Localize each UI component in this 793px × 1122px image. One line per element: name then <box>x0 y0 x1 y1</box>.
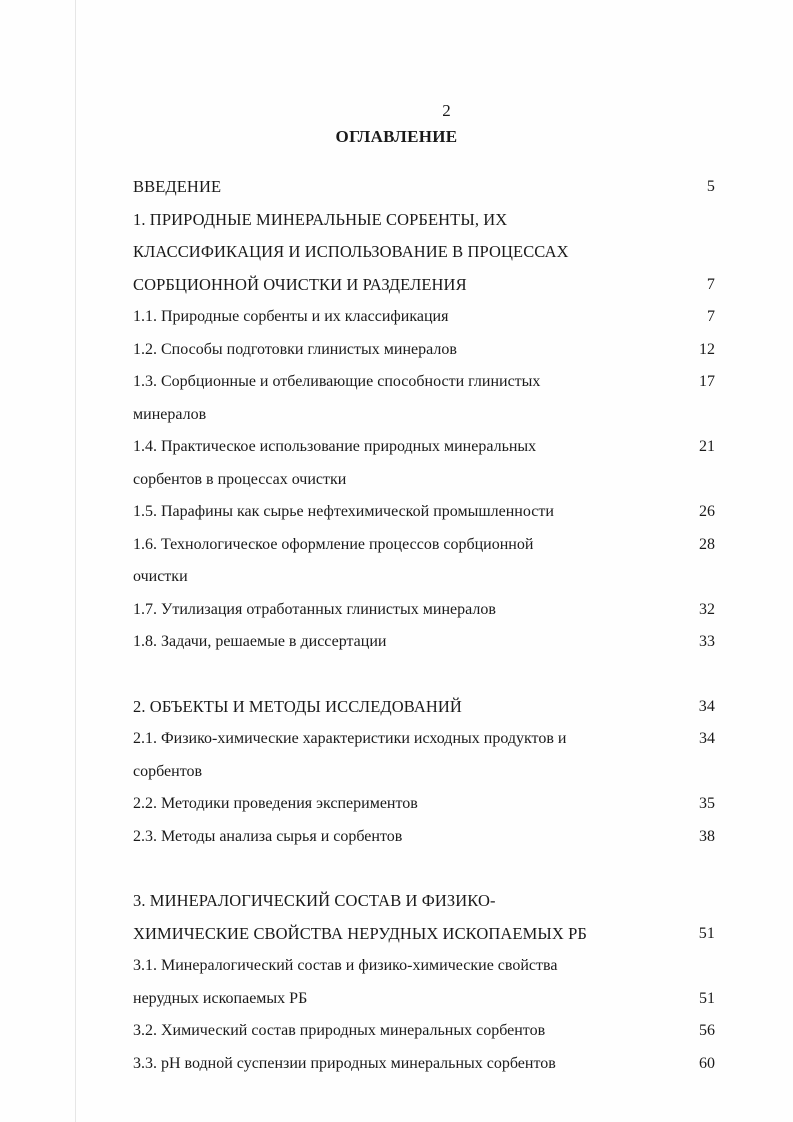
toc-entry-text: минералов <box>133 405 207 423</box>
toc-entry <box>133 950 715 1015</box>
section-spacer <box>133 853 715 885</box>
toc-entry-text: сорбентов в процессах очистки <box>133 470 347 488</box>
toc-entry-line <box>133 918 715 951</box>
toc-entry <box>133 691 715 724</box>
toc-entry-line <box>133 334 715 367</box>
toc-entry-line <box>133 821 715 854</box>
toc-entry-line <box>133 885 715 918</box>
toc-title: ОГЛАВЛЕНИЕ <box>335 127 458 146</box>
toc-page-number: 28 <box>699 535 715 553</box>
toc-entry <box>133 1048 715 1081</box>
toc-entry-line <box>133 301 715 334</box>
toc-entry-line <box>133 756 715 789</box>
toc-page-number: 21 <box>699 438 715 455</box>
toc-entry-text: 1.4. Практическое использование природных минеральных <box>133 438 537 455</box>
toc-entry-text: 2.2. Методики проведения экспериментов <box>133 795 418 812</box>
toc-entry <box>133 171 715 204</box>
toc-entry-line <box>133 204 715 237</box>
toc-page-number: 51 <box>698 924 715 942</box>
toc-page-number: 38 <box>699 827 715 845</box>
toc-entry-line <box>133 431 715 464</box>
toc-entry-line <box>133 561 715 594</box>
toc-entry <box>133 496 715 529</box>
toc-entry-text: сорбентов <box>133 762 203 780</box>
section-spacer <box>133 659 715 691</box>
toc-entry-line <box>133 983 715 1016</box>
toc-page-number: 34 <box>698 697 715 715</box>
toc-page-number: 35 <box>699 795 715 812</box>
toc-entry-line <box>133 691 715 724</box>
toc-entry-line <box>133 496 715 529</box>
toc-entry-text: 1. ПРИРОДНЫЕ МИНЕРАЛЬНЫЕ СОРБЕНТЫ, ИХ <box>133 209 508 229</box>
toc-page-number: 33 <box>699 633 715 650</box>
toc-entry-text: 1.7. Утилизация отработанных глинистых минералов <box>133 600 496 618</box>
toc-entry-line <box>133 594 715 627</box>
toc-page-number: 7 <box>707 308 715 325</box>
page-number: 2 <box>442 101 451 120</box>
toc-entry <box>133 301 715 334</box>
toc-entry <box>133 788 715 821</box>
toc-entry-line <box>133 1048 715 1081</box>
toc-entry-line <box>133 236 715 269</box>
toc-page-number: 26 <box>699 503 715 520</box>
toc-entry <box>133 334 715 367</box>
toc-page-number: 5 <box>706 178 715 195</box>
toc-entry-text: 3.1. Минералогический состав и физико-химические свойства <box>133 957 558 974</box>
toc-entry-text: 1.8. Задачи, решаемые в диссертации <box>133 633 387 650</box>
toc-entry <box>133 1015 715 1048</box>
toc-entry-text: 2. ОБЪЕКТЫ И МЕТОДЫ ИССЛЕДОВАНИЙ <box>133 696 462 716</box>
toc-entry-text: 2.1. Физико-химические характеристики исходных продуктов и <box>133 730 567 747</box>
toc-entry-line <box>133 626 715 659</box>
toc-entry-line <box>133 950 715 983</box>
toc-entry-text: 1.1. Природные сорбенты и их классификация <box>133 308 449 325</box>
toc-entry-line <box>133 399 715 432</box>
toc-entry-line <box>133 464 715 497</box>
toc-page-number: 34 <box>699 730 715 747</box>
toc-entry-text: нерудных ископаемых РБ <box>133 989 308 1007</box>
toc-entry-line <box>133 171 715 204</box>
toc-entry <box>133 885 715 950</box>
toc-entry-text: КЛАССИФИКАЦИЯ И ИСПОЛЬЗОВАНИЕ В ПРОЦЕССАХ <box>133 242 569 261</box>
toc-entry <box>133 529 715 594</box>
toc-entry <box>133 204 715 302</box>
toc-entry <box>133 821 715 854</box>
toc-page-number: 32 <box>699 600 715 618</box>
toc-entry <box>133 723 715 788</box>
toc-entry-line <box>133 529 715 562</box>
toc-entry-text: 1.5. Парафины как сырье нефтехимической промышленности <box>133 503 554 520</box>
toc-page-number: 12 <box>699 340 715 358</box>
table-of-contents <box>133 171 715 1080</box>
toc-entry-text: 1.6. Технологическое оформление процессов сорбционной <box>133 535 534 553</box>
toc-page-number: 56 <box>699 1022 715 1039</box>
toc-entry <box>133 594 715 627</box>
toc-entry-line <box>133 1015 715 1048</box>
toc-entry-text: ХИМИЧЕСКИЕ СВОЙСТВА НЕРУДНЫХ ИСКОПАЕМЫХ РБ <box>133 923 587 943</box>
scan-edge-line <box>75 0 76 1122</box>
toc-entry-text: очистки <box>133 568 188 585</box>
toc-entry-text: 3.2. Химический состав природных минеральных сорбентов <box>133 1022 546 1039</box>
toc-entry <box>133 626 715 659</box>
toc-page-number: 60 <box>699 1054 715 1072</box>
toc-entry <box>133 431 715 496</box>
toc-page-number: 7 <box>706 275 715 293</box>
toc-entry-line <box>133 269 715 302</box>
toc-page-number: 17 <box>699 373 715 390</box>
toc-entry-line <box>133 723 715 756</box>
toc-entry <box>133 366 715 431</box>
toc-page-number: 51 <box>699 989 715 1007</box>
toc-entry-text: 3. МИНЕРАЛОГИЧЕСКИЙ СОСТАВ И ФИЗИКО- <box>133 891 496 910</box>
toc-entry-text: СОРБЦИОННОЙ ОЧИСТКИ И РАЗДЕЛЕНИЯ <box>133 274 467 294</box>
toc-entry-text: ВВЕДЕНИЕ <box>133 177 222 196</box>
toc-entry-text: 3.3. рН водной суспензии природных минеральных сорбентов <box>133 1054 556 1072</box>
toc-entry-line <box>133 788 715 821</box>
toc-entry-text: 2.3. Методы анализа сырья и сорбентов <box>133 827 403 845</box>
toc-entry-line <box>133 366 715 399</box>
toc-entry-text: 1.3. Сорбционные и отбеливающие способности глинистых <box>133 373 541 390</box>
toc-entry-text: 1.2. Способы подготовки глинистых минералов <box>133 340 457 358</box>
